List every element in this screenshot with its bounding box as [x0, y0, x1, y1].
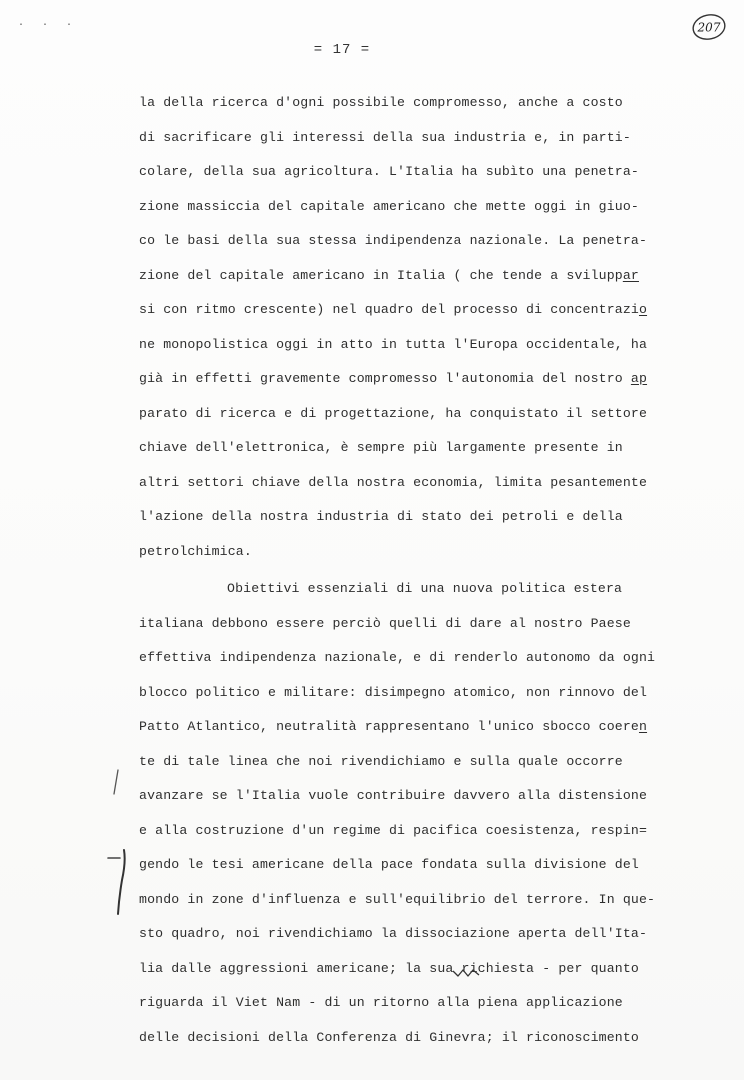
text-line — [139, 293, 709, 328]
underlined-text: ar — [622, 267, 639, 283]
text-line: zione massiccia del capitale americano che mette oggi in giuo- — [139, 198, 639, 214]
text-line: te di tale linea che noi rivendichiamo e sulla quale occorre — [139, 753, 623, 769]
margin-bracket-mark — [104, 840, 134, 920]
paragraph — [139, 86, 709, 569]
text-line: petrolchimica. — [139, 543, 252, 559]
line-text: già in effetti gravemente compromesso l'autonomia del nostro — [139, 371, 631, 386]
archive-stamp-icon — [690, 12, 728, 42]
text-line: delle decisioni della Conferenza di Ginevra; il riconoscimento — [139, 1029, 639, 1045]
text-line: sto quadro, noi rivendichiamo la dissociazione aperta dell'Ita- — [139, 926, 648, 941]
text-line: parato di ricerca e di progettazione, ha conquistato il settore — [139, 405, 648, 421]
text-line: avanzare se l'Italia vuole contribuire davvero alla distensione — [139, 788, 648, 803]
margin-tick-mark — [106, 768, 126, 798]
text-line: di sacrificare gli interessi della sua industria e, in parti- — [139, 129, 631, 145]
text-line: e alla costruzione d'un regime di pacifica coesistenza, respin= — [139, 822, 648, 838]
text-line: blocco politico e militare: disimpegno atomico, non rinnovo del — [139, 684, 648, 700]
text-line: mondo in zone d'influenza e sull'equilibrio del terrore. In que- — [139, 891, 656, 907]
text-line: l'azione della nostra industria di stato dei petroli e della — [139, 509, 623, 524]
stamp-number: 207 — [697, 20, 721, 35]
body-text — [139, 86, 709, 1055]
text-line: co le basi della sua stessa indipendenza nazionale. La penetra- — [139, 233, 648, 248]
underlined-text: n — [638, 719, 648, 734]
line-text: si con ritmo crescente) nel quadro del processo di concentrazi — [139, 302, 639, 317]
line-text: zione del capitale americano in Italia ( che tende a svilupp — [139, 267, 623, 283]
text-line: chiave dell'elettronica, è sempre più largamente presente in — [139, 440, 623, 455]
handwritten-squiggle-mark — [452, 968, 480, 978]
text-line: lia dalle aggressioni americane; la sua richiesta - per quanto — [139, 960, 639, 976]
line-text: Patto Atlantico, neutralità rappresentano l'unico sbocco coere — [139, 719, 639, 734]
underlined-text: ap — [630, 371, 648, 386]
text-line — [139, 710, 709, 745]
corner-marks: · · · — [18, 20, 79, 31]
text-line: ne monopolistica oggi in atto in tutta l'Europa occidentale, ha — [139, 336, 648, 352]
text-line: riguarda il Viet Nam - di un ritorno alla piena applicazione — [139, 995, 623, 1010]
page-number: = 17 = — [313, 42, 371, 58]
text-line — [139, 259, 709, 294]
text-line: effettiva indipendenza nazionale, e di renderlo autonomo da ogni — [139, 650, 656, 665]
text-line: la della ricerca d'ogni possibile compromesso, anche a costo — [139, 95, 623, 110]
text-line: gendo le tesi americane della pace fondata sulla divisione del — [139, 857, 639, 872]
underlined-text: o — [638, 302, 648, 317]
text-line — [139, 362, 709, 397]
text-line: italiana debbono essere perciò quelli di dare al nostro Paese — [139, 615, 631, 631]
paragraph — [139, 572, 709, 1055]
text-line: Obiettivi essenziali di una nuova politica estera — [227, 581, 623, 596]
text-line: altri settori chiave della nostra economia, limita pesantemente — [139, 474, 648, 490]
text-line: colare, della sua agricoltura. L'Italia ha subìto una penetra- — [139, 164, 639, 179]
